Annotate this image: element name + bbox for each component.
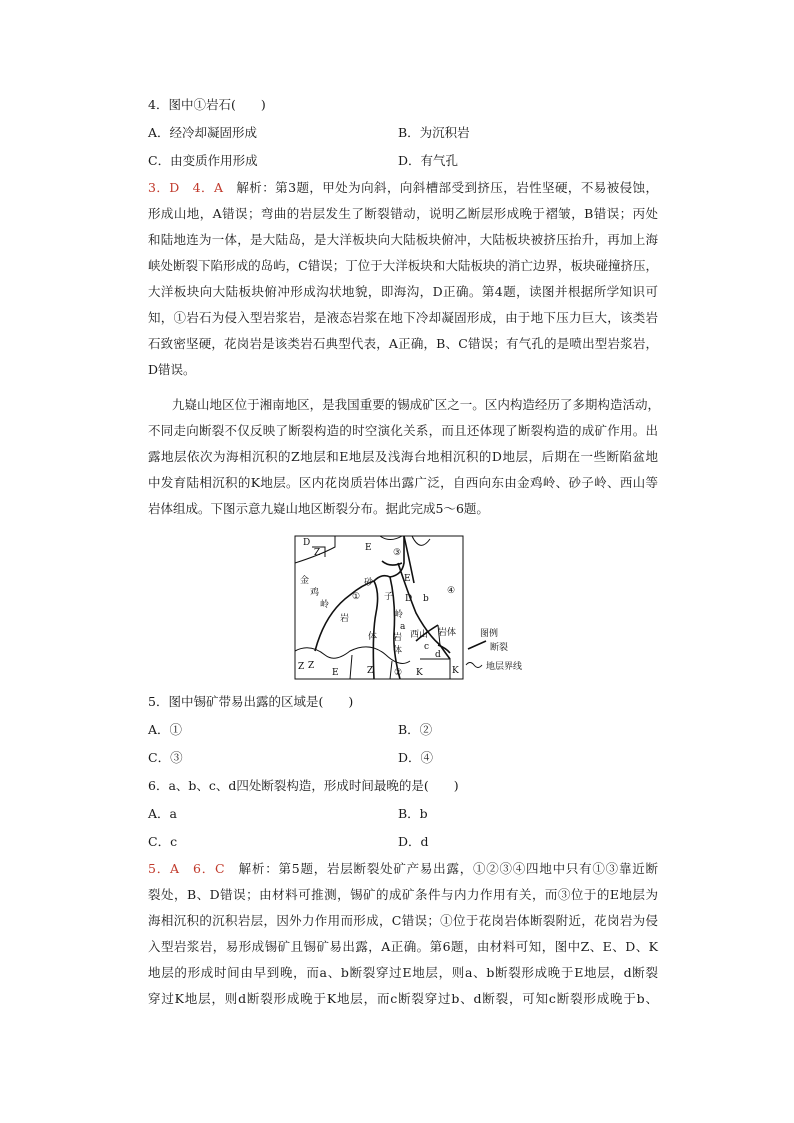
label-ti2: 体 — [393, 646, 403, 656]
legend-fault-line — [468, 641, 486, 649]
label-K-b1: K — [416, 668, 423, 678]
label-Z-b3: Z — [367, 666, 374, 676]
q6-option-c: C．c — [148, 834, 178, 849]
map-legend — [466, 627, 522, 672]
label-yan2: 岩 — [393, 633, 403, 643]
label-a: a — [400, 622, 406, 632]
label-ling2: 岭 — [394, 610, 404, 620]
explain56-answer: 5．A 6．C — [148, 861, 225, 876]
boundary-3 — [380, 536, 402, 540]
q5-option-a: A．① — [148, 722, 183, 737]
fault-4 — [382, 561, 402, 565]
label-Z-b2: Z — [298, 662, 305, 672]
explain56-line-3: 入型岩浆岩，易形成锡矿且锡矿易出露，A正确。第6题，由材料可知，图中Z、E、D、K — [148, 939, 658, 954]
label-xishan: 西山 — [410, 630, 429, 640]
material-line-2: 露地层依次为海相沉积的Z地层和E地层及浅海台地相沉积的D地层，后期在一些断陷盆地 — [148, 449, 658, 464]
label-E-mid: E — [404, 574, 411, 584]
label-c: c — [424, 642, 430, 652]
boundary-8 — [390, 661, 392, 679]
q4-stem: 4．图中①岩石( ) — [148, 97, 266, 112]
label-ti1: 体 — [368, 632, 378, 642]
q6-option-b: B．b — [398, 806, 428, 821]
label-2: ② — [394, 668, 403, 678]
label-yanti3: 岩体 — [438, 628, 457, 638]
explain56-line-0: 5．A 6．C 解析：第5题，岩层断裂处矿产易出露，①②③④四地中只有①③靠近断 — [148, 861, 658, 876]
explain34-line-0: 3．D 4．A 解析：第3题，甲处为向斜，向斜槽部受到挤压，岩性坚硬，不易被侵蚀， — [148, 180, 658, 195]
explain56-line-4: 地层的形成时间由早到晚，而a、b断裂穿过E地层，则a、b断裂形成晚于E地层，d断裂 — [148, 965, 658, 980]
label-d: d — [435, 650, 441, 660]
label-ling1: 岭 — [320, 600, 330, 610]
legend-fault: 断裂 — [490, 643, 509, 653]
explain34-line-1: 形成山地，A错误；弯曲的岩层发生了断裂错动，说明乙断层形成晚于褶皱，B错误；丙处 — [148, 206, 658, 221]
fault-map — [290, 533, 540, 683]
label-Z-b1: Z — [308, 661, 315, 671]
material-line-3: 中发育陆相沉积的K地层。区内花岗质岩体出露广泛，自西向东由金鸡岭、砂子岭、西山等 — [148, 475, 658, 490]
material-line-0: 九嶷山地区位于湘南地区，是我国重要的锡成矿区之一。区内构造经历了多期构造活动， — [172, 397, 660, 412]
q6-stem: 6．a、b、c、d四处断裂构造，形成时间最晚的是( ) — [148, 778, 459, 793]
material-line-1: 不同走向断裂不仅反映了断裂构造的时空演化关系，而且还体现了断裂构造的成矿作用。出 — [148, 423, 658, 438]
q5-option-b: B．② — [398, 722, 433, 737]
explain34-line-6: 石致密坚硬，花岗岩是该类岩石典型代表，A正确，B、C错误；有气孔的是喷出型岩浆岩， — [148, 336, 658, 351]
label-K-b2: K — [452, 666, 459, 676]
explain34-line-7: D错误。 — [148, 362, 196, 377]
label-1: ① — [352, 592, 361, 602]
label-b: b — [423, 594, 429, 604]
q4-option-b: B．为沉积岩 — [398, 125, 470, 140]
label-zi: 子 — [384, 592, 394, 602]
explain56-line-5: 穿过K地层，则d断裂形成晚于K地层，而c断裂穿过b、d断裂，可知c断裂形成晚于b、 — [148, 991, 658, 1006]
explain34-answer: 3．D 4．A — [148, 180, 224, 195]
legend-boundary: 地层界线 — [486, 662, 523, 672]
explain56-line-2: 海相沉积的沉积岩层，因外力作用而形成，C错误；①位于花岗岩体断裂附近，花岗岩为侵 — [148, 913, 658, 928]
label-D-mid: D — [405, 594, 413, 604]
label-4: ④ — [447, 586, 456, 596]
label-yan1: 岩 — [340, 614, 350, 624]
boundary-6 — [420, 659, 450, 679]
label-Z-top: Z — [314, 548, 321, 558]
label-E-b: E — [332, 668, 339, 678]
label-D-top: D — [303, 538, 311, 548]
explain34-line-2: 和陆地连为一体，是大陆岛，是大洋板块向大陆板块俯冲，大陆板块被挤压抬升，再加上海 — [148, 232, 658, 247]
legend-title: 图例 — [480, 629, 499, 639]
fault-2 — [373, 581, 377, 679]
q5-stem: 5．图中锡矿带易出露的区域是( ) — [148, 694, 354, 709]
label-jin: 金 — [300, 576, 310, 586]
boundary-4 — [412, 536, 430, 545]
label-ji: 鸡 — [310, 588, 320, 598]
q5-option-d: D．④ — [398, 750, 434, 765]
label-E-top: E — [365, 543, 372, 553]
explain56-line-1: 裂处，B、D错误；由材料可推测，锡矿的成矿条件与内力作用有关，而③位于的E地层为 — [148, 887, 658, 902]
q5-option-c: C．③ — [148, 750, 183, 765]
boundary-7 — [350, 655, 352, 679]
q4-option-d: D．有气孔 — [398, 153, 459, 168]
q6-option-d: D．d — [398, 834, 429, 849]
q4-option-c: C．由变质作用形成 — [148, 153, 258, 168]
explain34-line-5: 知，①岩石为侵入型岩浆岩，是液态岩浆在地下冷却凝固形成，由于地下压力巨大，该类岩 — [148, 310, 658, 325]
material-line-4: 岩体组成。下图示意九嶷山地区断裂分布。据此完成5～6题。 — [148, 501, 489, 516]
map-labels — [298, 538, 459, 678]
legend-boundary-line — [466, 663, 482, 668]
label-sha: 砂 — [364, 578, 374, 588]
q6-option-a: A．a — [148, 806, 177, 821]
explain34-line-3: 峡处断裂下陷形成的岛屿，C错误；丁位于大洋板块和大陆板块的消亡边界，板块碰撞挤压， — [148, 258, 658, 273]
explain34-line-4: 大洋板块向大陆板块俯冲形成沟状地貌，即海沟，D正确。第4题，读图并根据所学知识可 — [148, 284, 658, 299]
q4-option-a: A．经冷却凝固形成 — [148, 125, 258, 140]
label-3: ③ — [393, 548, 402, 558]
